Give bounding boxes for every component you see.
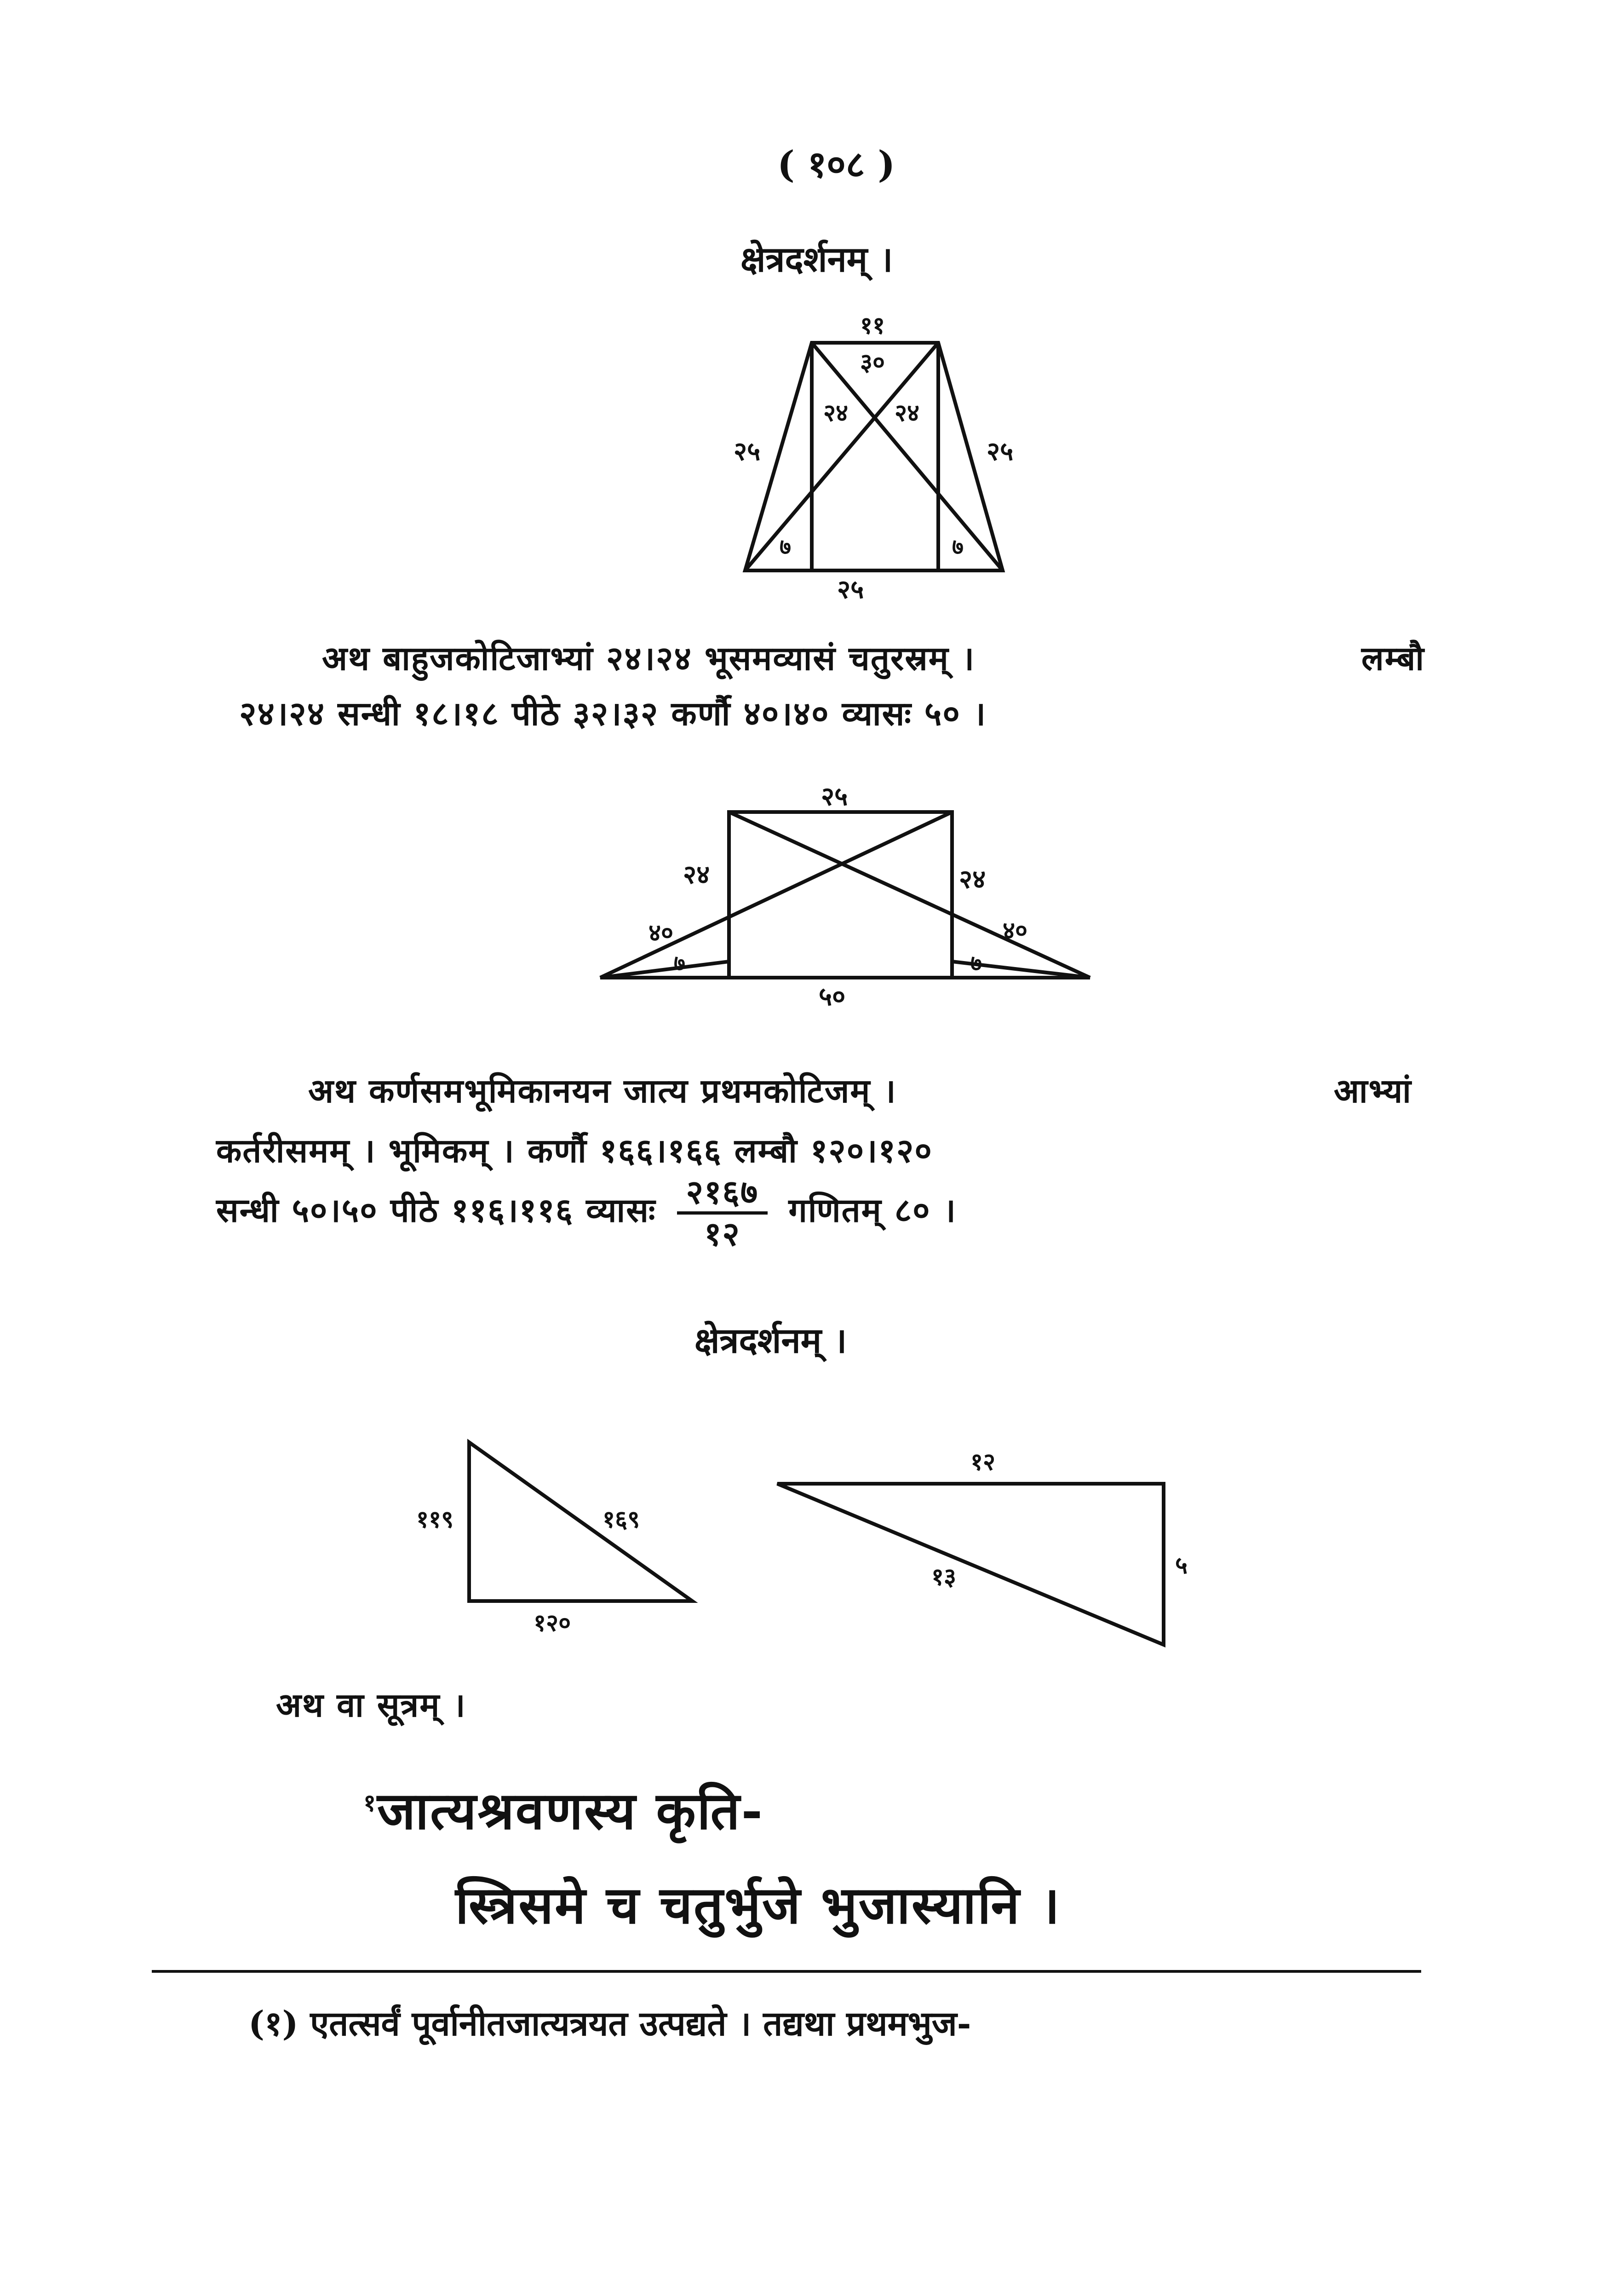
verse-line-1-text: जात्यश्रवणस्य कृति- (377, 1781, 764, 1841)
fraction-denominator: १२ (704, 1214, 740, 1253)
fig1-label-right-diagonal: २४ (895, 399, 920, 427)
fig3-label-base: १२० (534, 1609, 571, 1637)
verse-line-2: स्त्रिसमे च चतुर्भुजे भुजास्यानि । (455, 1875, 1061, 1935)
para1-line1 (322, 635, 975, 680)
fig2-label-right-slant: ४० (1003, 917, 1028, 945)
fig1-label-right-corner: ७ (952, 534, 964, 560)
fig2-label-right-corner: ७ (970, 950, 982, 976)
para2-line3 (216, 1172, 957, 1253)
para1-line1-end: लम्बौ (1361, 639, 1425, 678)
figure4-right-triangle (777, 1484, 1164, 1645)
sutra-intro: अथ वा सूत्रम् । (276, 1685, 466, 1724)
section-heading-2: क्षेत्रदर्शनम् । (694, 1320, 847, 1361)
fig1-label-right-side: २५ (987, 437, 1014, 467)
figure2-diagonal-a (729, 812, 1090, 978)
fig2-label-left-side: २४ (683, 860, 710, 890)
fig4-label-hypotenuse: १३ (931, 1563, 957, 1591)
verse-footnote-marker: १ (363, 1789, 378, 1817)
fig2-label-right-side: २४ (959, 864, 986, 894)
fraction-numerator: २१६७ (677, 1175, 768, 1215)
footnote: (१) एतत्सर्वं पूर्वानीतजात्यत्रयत उत्पद्यते । तद्यथा प्रथमभुज- (248, 2004, 971, 2044)
figure2-diagonal-b (600, 812, 952, 978)
para2-line1-end: आभ्यां (1334, 1071, 1412, 1110)
fig1-label-top: ११ (860, 312, 885, 340)
fig4-label-right-side: ५ (1175, 1552, 1188, 1579)
para2-line3-end: गणितम् ८० । (788, 1190, 957, 1230)
verse-line-1 (363, 1774, 764, 1844)
page-number: ( १०८ ) (777, 143, 895, 186)
figure3-right-triangle (469, 1442, 692, 1601)
fig2-label-base: ५० (819, 982, 846, 1012)
fig3-label-hypotenuse: १६९ (603, 1506, 640, 1533)
fig2-label-left-slant: ४० (648, 919, 674, 947)
fig1-label-left-diagonal: २४ (823, 399, 849, 427)
fig3-label-left-side: ११९ (416, 1506, 454, 1533)
fig1-label-left-side: २५ (734, 437, 761, 467)
para1-line1-main: अथ बाहुजकोटिजाभ्यां २४।२४ भूसमव्यासं चतुरस्रम् । (322, 639, 976, 678)
fig2-label-top: २५ (821, 782, 848, 812)
fig2-label-left-corner: ७ (674, 950, 685, 976)
fig4-label-top: १२ (970, 1448, 996, 1476)
fig1-label-left-corner: ७ (780, 534, 791, 560)
para2-line3-start: सन्धी ५०।५० पीठे ११६।११६ व्यासः (216, 1190, 656, 1230)
para2-line2: कर्तरीसमम् । भूमिकम् । कर्णौ १६६।१६६ लम्बौ १२०।१२० (216, 1131, 933, 1170)
fig1-label-base: २५ (837, 575, 864, 605)
figure2-rectangle (729, 812, 952, 978)
para2-line1-main: अथ कर्णसमभूमिकानयन जात्य प्रथमकोटिजम् । (308, 1071, 897, 1110)
para1-line2: २४।२४ सन्धी १८।१८ पीठे ३२।३२ कर्णौ ४०।४० व्यासः ५० । (239, 694, 987, 733)
fraction (677, 1172, 768, 1253)
fig1-label-top-inner: ३० (860, 349, 885, 376)
section-heading: क्षेत्रदर्शनम् । (740, 239, 893, 280)
